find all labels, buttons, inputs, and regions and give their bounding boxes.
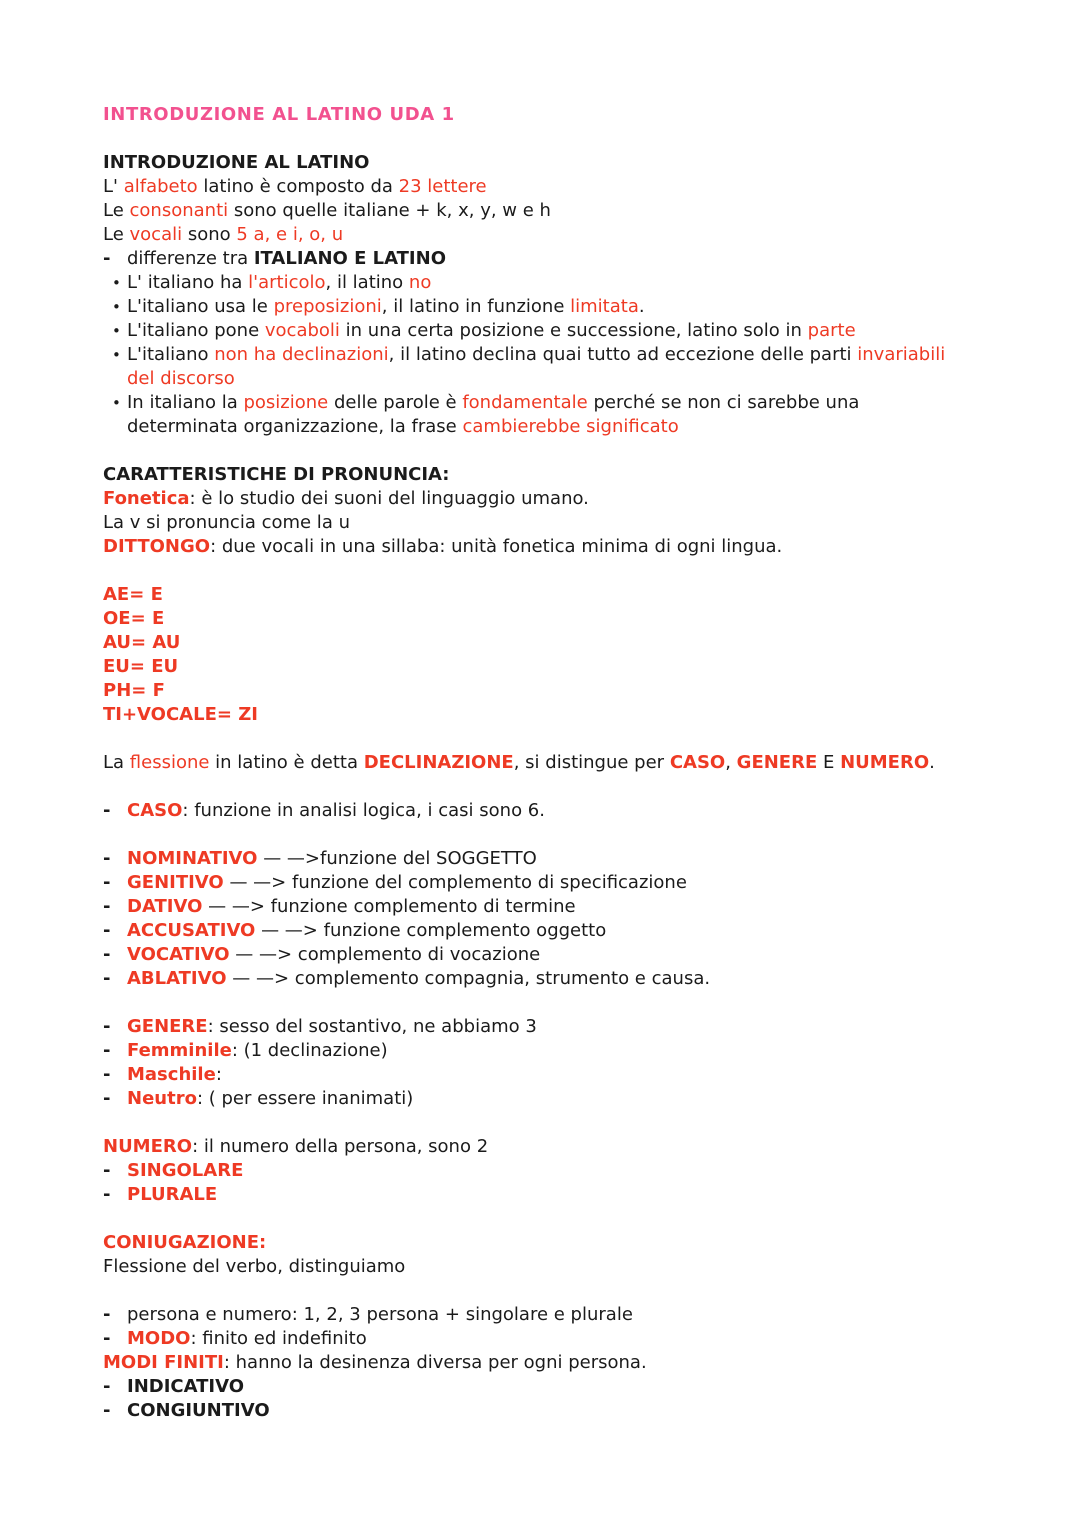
paragraph-gap bbox=[103, 823, 965, 847]
line-text bbox=[127, 1183, 965, 1207]
text-segment: AU= AU bbox=[103, 632, 181, 653]
text-line bbox=[103, 967, 965, 991]
text-line bbox=[103, 1159, 965, 1183]
text-segment: consonanti bbox=[129, 200, 229, 221]
text-segment: GENERE bbox=[736, 752, 818, 773]
paragraph-gap bbox=[103, 991, 965, 1015]
text-segment: L' bbox=[103, 176, 124, 197]
line-text bbox=[103, 151, 965, 175]
line-text bbox=[127, 1327, 965, 1351]
text-segment: E bbox=[817, 752, 841, 773]
dash-bullet: - bbox=[103, 872, 111, 893]
text-segment: L'italiano bbox=[127, 344, 215, 365]
line-text bbox=[103, 1255, 965, 1279]
text-segment: perché se non ci sarebbe una determinata organizzazione, la frase bbox=[127, 392, 860, 437]
text-segment: 5 a, e i, o, u bbox=[236, 224, 344, 245]
text-segment: INDICATIVO bbox=[127, 1376, 245, 1397]
paragraph-gap bbox=[103, 559, 965, 583]
line-text bbox=[103, 1231, 965, 1255]
line-text bbox=[103, 631, 965, 655]
dash-bullet: - bbox=[103, 920, 111, 941]
line-text bbox=[103, 583, 965, 607]
line-text bbox=[103, 703, 965, 727]
dash-bullet: - bbox=[103, 968, 111, 989]
line-text bbox=[127, 799, 965, 823]
line-text bbox=[103, 463, 965, 487]
line-text bbox=[127, 895, 965, 919]
text-segment: Le bbox=[103, 200, 130, 221]
text-segment: NUMERO bbox=[840, 752, 930, 773]
text-line bbox=[103, 871, 965, 895]
text-segment: Maschile bbox=[127, 1064, 216, 1085]
dot-bullet: • bbox=[112, 394, 121, 412]
line-text bbox=[127, 1015, 965, 1039]
text-line bbox=[103, 847, 965, 871]
text-segment: fondamentale bbox=[462, 392, 588, 413]
text-line bbox=[103, 511, 965, 535]
text-segment: flessione bbox=[129, 752, 210, 773]
paragraph-gap bbox=[103, 1111, 965, 1135]
line-text bbox=[103, 1135, 965, 1159]
line-text bbox=[127, 967, 965, 991]
text-line bbox=[103, 895, 965, 919]
text-line bbox=[103, 1303, 965, 1327]
text-segment: : bbox=[215, 1064, 222, 1085]
text-line bbox=[103, 223, 965, 247]
text-segment: Femminile bbox=[127, 1040, 232, 1061]
text-segment: differenze tra bbox=[127, 248, 254, 269]
dash-bullet: - bbox=[103, 848, 111, 869]
text-line bbox=[103, 631, 965, 655]
text-segment: MODO bbox=[127, 1328, 191, 1349]
text-segment: vocaboli bbox=[264, 320, 340, 341]
text-segment: , il latino bbox=[325, 272, 409, 293]
text-segment: : hanno la desinenza diversa per ogni persona. bbox=[223, 1352, 647, 1373]
text-line bbox=[103, 247, 965, 271]
text-line bbox=[103, 799, 965, 823]
text-segment: : funzione in analisi logica, i casi sono 6. bbox=[182, 800, 545, 821]
text-segment: La v si pronuncia come la u bbox=[103, 512, 350, 533]
text-segment: sono bbox=[182, 224, 237, 245]
text-segment: CONGIUNTIVO bbox=[127, 1400, 270, 1421]
text-segment: SINGOLARE bbox=[127, 1160, 244, 1181]
text-line bbox=[103, 463, 965, 487]
text-segment: vocali bbox=[129, 224, 183, 245]
text-line bbox=[103, 655, 965, 679]
text-segment: INTRODUZIONE AL LATINO bbox=[103, 152, 370, 173]
text-line bbox=[103, 319, 965, 343]
text-segment: — —> complemento di vocazione bbox=[229, 944, 541, 965]
text-segment: Le bbox=[103, 224, 130, 245]
text-line bbox=[103, 271, 965, 295]
text-segment: Fonetica bbox=[103, 488, 190, 509]
line-text bbox=[127, 1399, 965, 1423]
text-segment: CASO bbox=[127, 800, 183, 821]
line-text bbox=[127, 847, 965, 871]
text-segment: Neutro bbox=[127, 1088, 197, 1109]
text-line bbox=[103, 1039, 965, 1063]
text-segment: CONIUGAZIONE: bbox=[103, 1232, 267, 1253]
line-text bbox=[103, 751, 965, 775]
text-segment: DITTONGO bbox=[103, 536, 211, 557]
text-segment: : è lo studio dei suoni del linguaggio umano. bbox=[189, 488, 589, 509]
text-line bbox=[103, 607, 965, 631]
text-line bbox=[103, 487, 965, 511]
text-line bbox=[103, 679, 965, 703]
line-text bbox=[103, 199, 965, 223]
text-segment: . bbox=[638, 296, 645, 317]
line-text bbox=[103, 607, 965, 631]
dash-bullet: - bbox=[103, 944, 111, 965]
text-segment: , si distingue per bbox=[513, 752, 670, 773]
text-segment: 23 lettere bbox=[398, 176, 487, 197]
dash-bullet: - bbox=[103, 800, 111, 821]
text-line bbox=[103, 1231, 965, 1255]
text-segment: — —> funzione del complemento di specificazione bbox=[223, 872, 687, 893]
line-text bbox=[103, 511, 965, 535]
paragraph-gap bbox=[103, 127, 965, 151]
text-segment: , bbox=[725, 752, 737, 773]
text-segment: in una certa posizione e successione, latino solo in bbox=[339, 320, 808, 341]
text-segment: : sesso del sostantivo, ne abbiamo 3 bbox=[207, 1016, 537, 1037]
text-segment: posizione bbox=[243, 392, 329, 413]
line-text bbox=[127, 271, 965, 295]
dot-bullet: • bbox=[112, 346, 121, 364]
dash-bullet: - bbox=[103, 1088, 111, 1109]
line-text bbox=[127, 247, 965, 271]
text-segment: Flessione del verbo, distinguiamo bbox=[103, 1256, 406, 1277]
text-line bbox=[103, 943, 965, 967]
line-text bbox=[103, 103, 965, 127]
dash-bullet: - bbox=[103, 1304, 111, 1325]
text-segment: DECLINAZIONE bbox=[363, 752, 514, 773]
text-segment: preposizioni bbox=[273, 296, 382, 317]
line-text bbox=[103, 535, 965, 559]
line-text bbox=[103, 175, 965, 199]
dash-bullet: - bbox=[103, 896, 111, 917]
text-segment: : il numero della persona, sono 2 bbox=[192, 1136, 489, 1157]
line-text bbox=[103, 1351, 965, 1375]
text-segment: In italiano la bbox=[127, 392, 244, 413]
text-line bbox=[103, 1375, 965, 1399]
paragraph-gap bbox=[103, 1279, 965, 1303]
text-segment: . bbox=[929, 752, 935, 773]
text-segment: cambierebbe significato bbox=[462, 416, 679, 437]
text-segment: DATIVO bbox=[127, 896, 203, 917]
text-segment: NUMERO bbox=[103, 1136, 193, 1157]
text-line bbox=[103, 919, 965, 943]
line-text bbox=[103, 223, 965, 247]
text-segment: TI+VOCALE= ZI bbox=[103, 704, 258, 725]
text-segment: ACCUSATIVO bbox=[127, 920, 256, 941]
text-segment: AE= E bbox=[103, 584, 163, 605]
text-segment: limitata bbox=[570, 296, 639, 317]
dash-bullet: - bbox=[103, 1016, 111, 1037]
text-segment: : ( per essere inanimati) bbox=[196, 1088, 414, 1109]
text-segment: L'italiano usa le bbox=[127, 296, 274, 317]
text-segment: invariabili del discorso bbox=[127, 344, 946, 389]
line-text bbox=[103, 487, 965, 511]
text-segment: L'italiano pone bbox=[127, 320, 265, 341]
text-segment: VOCATIVO bbox=[127, 944, 230, 965]
text-segment: delle parole è bbox=[328, 392, 463, 413]
line-text bbox=[127, 1375, 965, 1399]
line-text bbox=[103, 655, 965, 679]
text-segment: PLURALE bbox=[127, 1184, 218, 1205]
text-line bbox=[103, 1135, 965, 1159]
text-segment: persona e numero: 1, 2, 3 persona + singolare e plurale bbox=[127, 1304, 633, 1325]
text-segment: EU= EU bbox=[103, 656, 179, 677]
line-text bbox=[127, 295, 965, 319]
line-text bbox=[127, 1303, 965, 1327]
text-line bbox=[103, 391, 965, 439]
line-text bbox=[127, 943, 965, 967]
dash-bullet: - bbox=[103, 1064, 111, 1085]
text-line bbox=[103, 751, 965, 775]
text-segment: non ha declinazioni bbox=[214, 344, 389, 365]
line-text bbox=[127, 1063, 965, 1087]
dash-bullet: - bbox=[103, 1400, 111, 1421]
text-segment: : finito ed indefinito bbox=[190, 1328, 367, 1349]
text-segment: MODI FINITI bbox=[103, 1352, 224, 1373]
dash-bullet: - bbox=[103, 1376, 111, 1397]
line-text bbox=[127, 343, 965, 391]
text-line bbox=[103, 583, 965, 607]
line-text bbox=[127, 1087, 965, 1111]
dot-bullet: • bbox=[112, 298, 121, 316]
text-segment: NOMINATIVO bbox=[127, 848, 258, 869]
text-line bbox=[103, 1255, 965, 1279]
text-segment: — —>funzione del SOGGETTO bbox=[257, 848, 537, 869]
text-segment: CASO bbox=[669, 752, 726, 773]
line-text bbox=[127, 871, 965, 895]
page-title bbox=[103, 103, 965, 127]
text-segment: La bbox=[103, 752, 130, 773]
line-text bbox=[127, 1039, 965, 1063]
text-segment: ABLATIVO bbox=[127, 968, 227, 989]
line-text bbox=[103, 679, 965, 703]
dash-bullet: - bbox=[103, 1328, 111, 1349]
text-segment: CARATTERISTICHE DI PRONUNCIA: bbox=[103, 464, 450, 485]
dash-bullet: - bbox=[103, 1184, 111, 1205]
dash-bullet: - bbox=[103, 1040, 111, 1061]
line-text bbox=[127, 391, 965, 439]
text-segment: alfabeto bbox=[123, 176, 198, 197]
text-segment: no bbox=[408, 272, 432, 293]
text-segment: ITALIANO E LATINO bbox=[253, 248, 446, 269]
text-segment: parte bbox=[807, 320, 856, 341]
text-segment: sono quelle italiane + k, x, y, w e h bbox=[228, 200, 551, 221]
text-segment: L' italiano ha bbox=[127, 272, 249, 293]
line-text bbox=[127, 919, 965, 943]
text-segment: INTRODUZIONE AL LATINO UDA 1 bbox=[103, 104, 455, 125]
text-segment: : (1 declinazione) bbox=[231, 1040, 388, 1061]
text-line bbox=[103, 1399, 965, 1423]
text-segment: OE= E bbox=[103, 608, 165, 629]
paragraph-gap bbox=[103, 727, 965, 751]
text-line bbox=[103, 1063, 965, 1087]
text-segment: — —> funzione complemento di termine bbox=[202, 896, 576, 917]
dash-bullet: - bbox=[103, 1160, 111, 1181]
text-segment: — —> funzione complemento oggetto bbox=[255, 920, 607, 941]
text-segment: : due vocali in una sillaba: unità fonetica minima di ogni lingua. bbox=[210, 536, 783, 557]
dash-bullet: - bbox=[103, 248, 111, 269]
text-segment: l'articolo bbox=[248, 272, 326, 293]
line-text bbox=[127, 1159, 965, 1183]
text-line bbox=[103, 535, 965, 559]
dot-bullet: • bbox=[112, 322, 121, 340]
text-line bbox=[103, 151, 965, 175]
text-line bbox=[103, 175, 965, 199]
text-segment: in latino è detta bbox=[209, 752, 364, 773]
text-line bbox=[103, 1015, 965, 1039]
text-line bbox=[103, 1087, 965, 1111]
text-segment: latino è composto da bbox=[197, 176, 399, 197]
text-segment: PH= F bbox=[103, 680, 165, 701]
paragraph-gap bbox=[103, 775, 965, 799]
document-body bbox=[103, 103, 965, 1423]
text-line bbox=[103, 1327, 965, 1351]
text-segment: GENERE bbox=[127, 1016, 208, 1037]
text-segment: GENITIVO bbox=[127, 872, 224, 893]
paragraph-gap bbox=[103, 1207, 965, 1231]
dot-bullet: • bbox=[112, 274, 121, 292]
text-segment: , il latino in funzione bbox=[381, 296, 571, 317]
text-line bbox=[103, 1183, 965, 1207]
text-line bbox=[103, 343, 965, 391]
text-line bbox=[103, 199, 965, 223]
text-line bbox=[103, 1351, 965, 1375]
text-segment: — —> complemento compagnia, strumento e causa. bbox=[226, 968, 711, 989]
text-line bbox=[103, 295, 965, 319]
paragraph-gap bbox=[103, 439, 965, 463]
text-line bbox=[103, 703, 965, 727]
text-segment: , il latino declina quai tutto ad eccezione delle parti bbox=[388, 344, 858, 365]
line-text bbox=[127, 319, 965, 343]
